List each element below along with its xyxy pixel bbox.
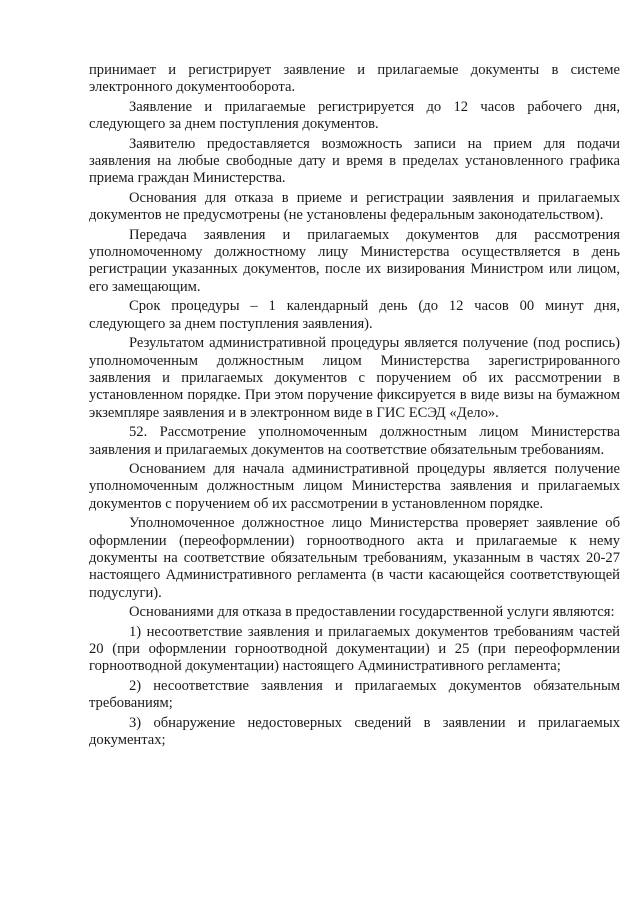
list-item: 1) несоответствие заявления и прилагаемых документов требованиям частей 20 (при оформлении горноотводной документации) и 25 (при переоформлении горноотводной документации) настоящего Административного регламента;: [89, 623, 620, 675]
paragraph: Срок процедуры – 1 календарный день (до 12 часов 00 минут дня, следующего за днем поступления заявления).: [89, 298, 620, 332]
paragraph: Основания для отказа в приеме и регистрации заявления и прилагаемых документов не предусмотрены (не установлены федеральным законодательством).: [89, 189, 620, 224]
paragraph: принимает и регистрирует заявление и прилагаемые документы в системе электронного документооборота.: [89, 62, 620, 96]
paragraph: Передача заявления и прилагаемых документов для рассмотрения уполномоченному должностному лицу Министерства осуществляется в день регистрации указанных документов, после их визирования Министром или лицом, его замещающим.: [89, 226, 620, 295]
paragraph: Заявителю предоставляется возможность записи на прием для подачи заявления на любые свободные дату и время в пределах установленного графика приема граждан Министерства.: [89, 135, 620, 187]
paragraph: Основанием для начала административной процедуры является получение уполномоченным должностным лицом Министерства заявления и прилагаемых документов с поручением об их рассмотрении в установленном порядке.: [89, 460, 620, 512]
section-heading-52: 52. Рассмотрение уполномоченным должностным лицом Министерства заявления и прилагаемых документов на соответствие обязательным требованиям.: [89, 424, 620, 458]
list-item: 2) несоответствие заявления и прилагаемых документов обязательным требованиям;: [89, 677, 620, 712]
document-page: [89, 62, 620, 751]
paragraph: Заявление и прилагаемые регистрируется до 12 часов рабочего дня, следующего за днем поступления документов.: [89, 98, 620, 133]
paragraph: Основаниями для отказа в предоставлении государственной услуги являются:: [129, 604, 615, 621]
paragraph: Результатом административной процедуры является получение (под роспись) уполномоченным должностным лицом Министерства зарегистрированного заявления и прилагаемых документов с поручением об их рассмотрении в установленном порядке. При этом поручение фиксируется в виде визы на бумажном экземпляре заявления и в электронном виде в ГИС ЕСЭД «Дело».: [89, 335, 620, 421]
paragraph: Уполномоченное должностное лицо Министерства проверяет заявление об оформлении (переоформлении) горноотводного акта и прилагаемые к нему документы на соответствие обязательным требованиям, указанным в частях 20-27 настоящего Административного регламента (в части касающейся соответствующей подуслуги).: [89, 515, 620, 601]
list-item: 3) обнаружение недостоверных сведений в заявлении и прилагаемых документах;: [89, 714, 620, 749]
